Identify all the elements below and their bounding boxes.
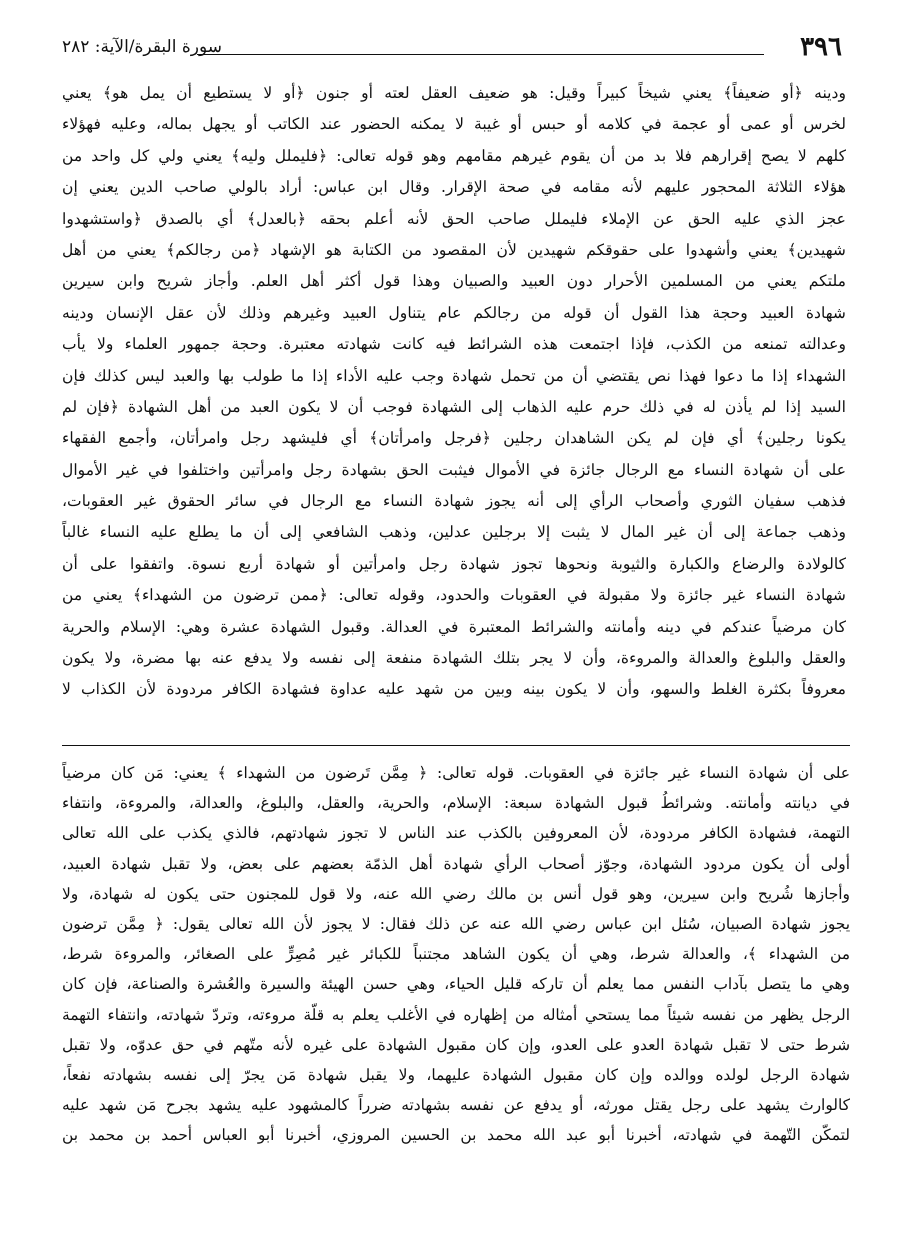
header-rule — [197, 54, 764, 55]
footnote-line: أولى أن يكون مردود الشهادة، وجوّز أصحاب الرأي شهادة أهل الذمّة بعضهم على بعض، ولا تقبل شهادة العبيد، — [62, 854, 850, 873]
main-text-line: شهادة العبيد وحجة هذا القول أن قوله من رجالكم عام يتناول العبيد وغيرهم وذلك لأن عقل الإنسان ودينه — [62, 303, 846, 322]
footnote-line: في ديانته وأمانته. وشرائطُ قبول الشهادة سبعة: الإسلام، والحرية، والعقل، والبلوغ، والعدالة، والمروءة، وانتفاء — [62, 794, 850, 813]
footnote-line: شرط حتى لا تقبل شهادة العدو على العدو، وإن كان مقبول الشهادة على غيره لأنه متّهم في حق عدوّه، ولا تقبل — [62, 1035, 850, 1054]
footnote-line: الرجل يظهر من نفسه شيئاً مما يستحي أمثاله من إظهاره في الأغلب يعلم به قلّة مروءته، وتردّ شهادته، وانتفاء التهمة — [62, 1005, 850, 1024]
footnote-line: يجوز شهادة الصبيان، سُئل ابن عباس رضي الله عنه عن ذلك فقال: لا يجوز لأن الله تعالى يقول: ﴿ مِمَّن ترضون — [62, 914, 850, 933]
main-text-line: السيد إذا لم يأذن له في ذلك حرم عليه الذهاب إلى الشهادة فوجب أن لا يكون العبد من أهل الشهادة ﴿فإن لم — [62, 397, 846, 416]
main-text-line: شهادة النساء غير جائزة ولا مقبولة في العقوبات والحدود، وقوله تعالى: ﴿ممن ترضون من الشهداء﴾ يعني من — [62, 586, 846, 605]
footnote-line: على أن شهادة النساء غير جائزة في العقوبات. قوله تعالى: ﴿ مِمَّن تَرضون من الشهداء ﴾ يعني: مَن كان مرضياً — [62, 764, 850, 782]
surah-title: سورة البقرة/الآية: ٢٨٢ — [62, 37, 222, 57]
footnote-block — [62, 758, 850, 1150]
main-text-line: كان مرضياً عندكم في دينه وأمانته والشرائط المعتبرة في العدالة. وقبول الشهادة عشرة وهي: الإسلام والحرية — [62, 617, 846, 636]
main-text-line: الشهداء إذا ما دعوا فهذا نص يقتضي أن من تحمل شهادة وجب عليه الأداء إذا ما طولب بها والعبد ليس كذلك فإن — [62, 366, 846, 385]
main-text-line: كلهم لا يصح إقرارهم فلا بد من أن يقوم غيرهم مقامهم وهو قوله تعالى: ﴿فليملل وليه﴾ يعني ولي كل واحد من — [62, 146, 846, 165]
main-text-line: هؤلاء الثلاثة المحجور عليهم لأنه مقامه في صحة الإقرار. وقال ابن عباس: أراد بالولي صاحب الدين يعني إن — [62, 178, 846, 197]
main-text-line: معروفاً بكثرة الغلط والسهو، وأن لا يكون بينه وبين من شهد عليه عداوة فشهادة الكافر مردودة لأن الكذاب لا — [62, 680, 846, 699]
main-text-line: ملتكم يعني من المسلمين الأحرار دون العبيد والصبيان وهذا قول أكثر أهل العلم. وأجاز شريح وابن سيرين — [62, 272, 846, 291]
main-text-line: عجز الذي عليه الحق عن الإملاء فليملل صاحب الحق لأنه أعلم بحقه ﴿بالعدل﴾ أي بالصدق ﴿واستشهدوا — [62, 209, 846, 228]
main-text-line: كالولادة والرضاع والكبارة والثيوبة ونحوها تجوز شهادة رجل وامرأتين أو شهادة أربع نسوة. واتفقوا على أن — [62, 554, 846, 573]
main-text-line: وذهب جماعة إلى أن غير المال لا يثبت إلا برجلين عدلين، وذهب الشافعي إلى أن ما يطلع عليه النساء غالباً — [62, 523, 846, 542]
main-text-line: على أن شهادة النساء مع الرجال جائزة في الأموال فيثبت الحق بشهادة رجل وامرأتين واختلفوا في غير الأموال — [62, 460, 846, 479]
main-text-line: والعقل والبلوغ والعدالة والمروءة، وأن لا يجر بتلك الشهادة منفعة إلى نفسه ولا يدفع عنه بها مضرة، ولا يكون — [62, 649, 846, 668]
main-text-line: فذهب سفيان الثوري وأصحاب الرأي إلى أنه يجوز شهادة النساء مع الرجال في سائر الحقوق غير العقوبات، — [62, 492, 846, 511]
footnote-divider — [62, 745, 850, 746]
footnote-line: التهمة، فشهادة الكافر مردودة، لأن المعروفين بالكذب عند الناس لا تجوز شهادتهم، فالذي يكذب على الله تعالى — [62, 824, 850, 843]
main-text-line: يكونا رجلين﴾ أي فإن لم يكن الشاهدان رجلين ﴿فرجل وامرأتان﴾ أي فليشهد رجل وامرأتان، وأجمع الفقهاء — [62, 429, 846, 448]
footnote-line: لتمكّن التّهمة في شهادته، أخبرنا أبو عبد الله محمد بن الحسين المروزي، أخبرنا أبو العباس أحمد بن محمد بن — [62, 1126, 850, 1145]
main-text-line: ودينه ﴿أو ضعيفاً﴾ يعني شيخاً كبيراً وقيل: هو ضعيف العقل لعته أو جنون ﴿أو لا يستطيع أن يمل هو﴾ يعني — [62, 84, 846, 102]
footnote-line: كالوارث يشهد على رجل يقتل مورثه، أو يدفع عن نفسه بشهادته ضرراً كالمشهود عليه يشهد بجرح مَن شهد عليه — [62, 1096, 850, 1115]
page-header — [62, 30, 842, 64]
main-text-line: لخرس أو عمى أو عجمة في كلامه أو حبس أو غيبة لا يمكنه الحضور عند الكاتب أو يجهل بماله، وعليه فهؤلاء — [62, 115, 846, 134]
main-text-line: شهيدين﴾ يعني وأشهدوا على حقوقكم شهيدين لأن المقصود من الكتابة هو الإشهاد ﴿من رجالكم﴾ يعني من أهل — [62, 240, 846, 259]
footnote-line: وأجازها شُريح وابن سيرين، وهو قول أنس بن مالك رضي الله عنه، ولا قول للمجنون حتى يكون له شهادة، ولا — [62, 884, 850, 903]
footnote-line: وهي ما يتصل بآداب النفس مما يعلم أن تاركه قليل الحياء، وهي حسن الهيئة والسيرة والعُشرة والصناعة، فإن كان — [62, 975, 850, 994]
page-number: ٣٩٦ — [800, 32, 842, 62]
footnote-line: من الشهداء ﴾، والعدالة شرط، وهي أن يكون الشاهد مجتنباً للكبائر غير مُصِرٍّ على الصغائر، والمروءة شرط، — [62, 945, 850, 964]
footnote-line: شهادة الرجل لولده ووالده وإن كان مقبول الشهادة عليهما، ولا يقبل شهادة مَن يجرّ إلى نفسه بشهادته نفعاً، — [62, 1065, 850, 1084]
main-text-block — [62, 78, 846, 706]
main-text-line: وعدالته تمنعه من الكذب، فإذا اجتمعت هذه الشرائط فيه كانت شهادته معتبرة. وحجة جمهور العلماء ولا يأب — [62, 335, 846, 354]
